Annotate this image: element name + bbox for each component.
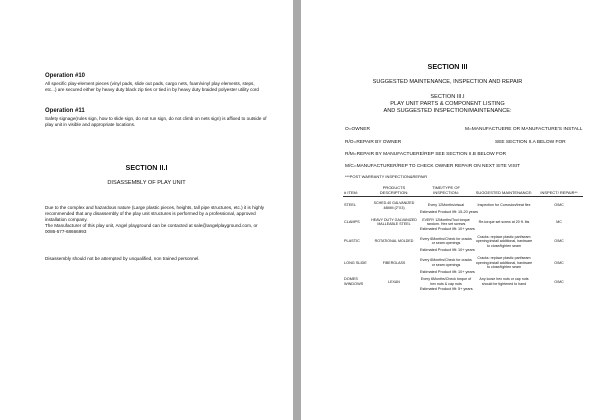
legend-left: R/M=REPAIR BY MANUFACTUERE/REP SEE SECTION II.B BELOW FOR <box>345 152 507 157</box>
legend-right: SEE SECTION II.A BELOW FOR <box>495 140 566 145</box>
table-row <box>343 201 583 210</box>
cell-lifespan: Estimated Product lift: 5+ years <box>420 286 473 291</box>
legend-left: O=OWNER <box>345 127 370 132</box>
cell-lifespan: Estimated Product lift: 10+ years <box>420 226 475 231</box>
left-page <box>0 0 293 420</box>
cell-time: EVERY 12Months/Tool torque random. Hex set screws <box>422 217 470 227</box>
cell-repair: MC <box>556 220 562 225</box>
cell-lifespan: Estimated Product lift: 10+ years <box>420 269 475 274</box>
right-page <box>301 0 594 420</box>
legend-right: M=MANUFACTUERE OR MANUFACTURE'S INSTALL <box>465 127 583 132</box>
disassembly-paragraph-1: Due to the complex and hazardous nature (Large plastic pieces, heights, tall pipe structures, etc.) it is highly recommended that any disassembly of the play unit structures is performed by a professional, approved installation company. <box>45 205 265 222</box>
cell-maintenance: Re-torque set screw at 20 ft. lbs <box>478 220 530 225</box>
table-row <box>343 256 583 270</box>
table-row-lifespan <box>343 210 583 218</box>
legend-line <box>345 164 520 169</box>
cell-item: CLAMPS <box>344 220 360 225</box>
operation-10-title: Operation #10 <box>45 73 86 79</box>
col-header-item: # ITEM: <box>343 185 369 197</box>
cell-product: ROTATIONAL MOLDED <box>374 239 414 244</box>
cell-repair: O/MC <box>554 260 564 265</box>
cell-repair: O/MC <box>554 203 564 208</box>
table-row-lifespan <box>343 270 583 278</box>
col-header-maintenance: SUGGESTED MAINTENANCE: <box>473 185 535 197</box>
cell-product: LEXAN <box>388 279 400 284</box>
cell-item: LONG SLIDE <box>344 260 367 265</box>
legend-left: M/C=MANUFACTURER/REP TO CHECK OWNER REPAIR ON NEXT SITE VISIT <box>345 164 521 169</box>
legend-line <box>345 127 583 132</box>
cell-item: DOMES WINDOWS <box>344 277 364 286</box>
table-header-row <box>343 185 583 197</box>
legend-left: R/O=REPAIR BY OWNER <box>345 140 402 145</box>
cell-repair: O/MC <box>554 279 564 284</box>
operation-10-text: All specific play-element pieces (vinyl pads, slide out pads, cargo nets, foam/vinyl play elements, steps, etc...) are secured either by heavy duty black zip ties or tied in by heavy duty braided polyester utility cord <box>45 81 259 92</box>
operation-11-text: Safety signage(rules sign, how to slide sign, do not run sign, do not climb on nets sign) is affixed to outside of play unit in visible and appropriate locations. <box>45 116 267 127</box>
cell-maintenance: Inspection for Corrosion/treat flex <box>477 203 531 208</box>
cell-time: Every 6Months/Check for cracks or seam openings <box>420 258 472 267</box>
legend-line <box>345 152 506 157</box>
table-row-lifespan <box>343 287 583 295</box>
section-3-subtitle: SUGGESTED MAINTENANCE, INSPECTION AND REPAIR <box>372 79 523 85</box>
table-row <box>343 277 583 286</box>
section-3-1-title: SECTION III.I <box>430 94 465 100</box>
cell-repair: O/MC <box>554 239 564 244</box>
section-3-1-line2: AND SUGGESTED INSPECTION/MAINTENANCE: <box>383 108 512 114</box>
section-3-1-line1: PLAY UNIT PARTS & COMPONENT LISTING <box>390 101 505 107</box>
cell-lifespan: Estimated Product lift: 15-20 years <box>420 210 479 215</box>
cell-maintenance: Any loose hex nuts or cap nuts should be tightened to hand <box>479 277 529 286</box>
cell-product: HEAVY DUTY GALVANIZED MALLEABLE STEEL <box>371 217 417 227</box>
legend-line <box>345 140 566 145</box>
col-header-time: TIME/TYPE OF INSPECTION: <box>419 185 473 197</box>
cell-time: Every 12Months/visual <box>427 203 465 208</box>
col-header-product: PRODUCTS DESCRIPTION: <box>369 185 419 197</box>
cell-time: Every 6Months/Check torque of hex nuts & cap nuts <box>420 277 472 286</box>
operation-11-title: Operation #11 <box>45 108 85 114</box>
disassembly-paragraph-3: Disassembly should not be attempted by unqualified, non trained personnel. <box>45 256 200 261</box>
table-row <box>343 218 583 227</box>
cell-maintenance: Cracks: replace plastic part/seam opening:install additional, hardware to close/tighten seam <box>475 255 533 270</box>
cell-item: STEEL <box>344 203 357 208</box>
cell-product: FIBERGLASS <box>382 260 406 265</box>
cell-product: SCHED.40 GALVANIZED 48MM (2"X3) <box>373 201 415 210</box>
col-header-repair: INSPECT/ REPAIR** <box>535 185 583 197</box>
table-row-lifespan <box>343 248 583 256</box>
cell-time: Every 6Months/Check for cracks or seam openings <box>420 236 472 246</box>
table-row-lifespan <box>343 227 583 235</box>
section-2-1-subtitle: DISASSEMBLY OF PLAY UNIT <box>107 180 186 186</box>
maintenance-table <box>343 185 583 294</box>
legend-line <box>345 174 427 179</box>
cell-lifespan: Estimated Product lift: 10+ years <box>420 248 475 253</box>
section-2-1-title: SECTION II.I <box>125 163 168 172</box>
table-row <box>343 235 583 249</box>
cell-maintenance: Cracks: replace plastic part/seam opening:install additional, hardware to close/tighten seam <box>475 234 533 248</box>
section-3-title: SECTION III <box>427 62 468 71</box>
cell-item: PLASTIC <box>344 239 360 244</box>
disassembly-paragraph-2: The Manufacturer of this play unit, Angel playground can be contacted at sale@angelplayground.com, or 0086-577-68666993 <box>45 223 258 234</box>
legend-left: ***POST WARRANTY INSPECTION&REPAIR <box>345 174 428 179</box>
